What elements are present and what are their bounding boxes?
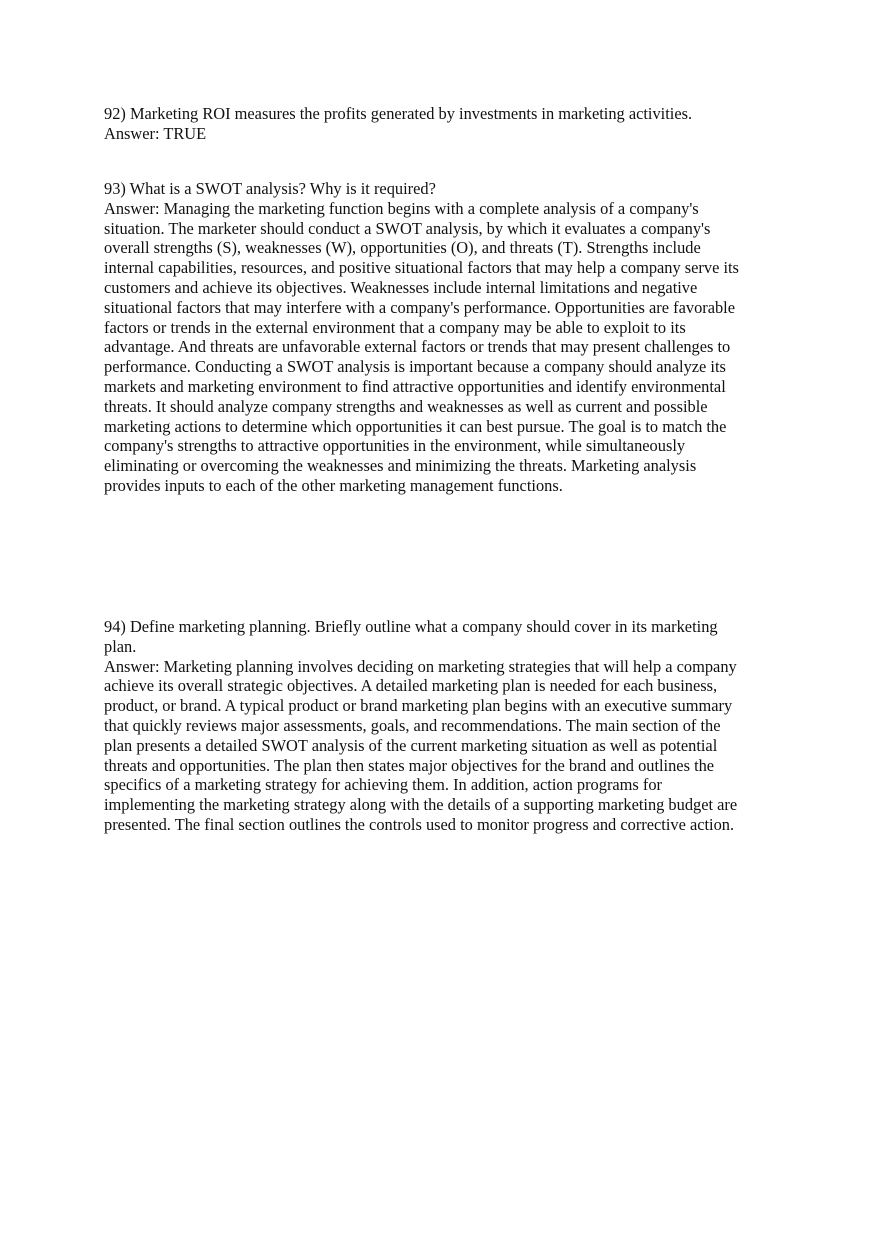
question-text: 94) Define marketing planning. Briefly outline what a company should cover in its marketing xyxy=(104,617,718,636)
answer-text-line: that quickly reviews major assessments, goals, and recommendations. The main section of the xyxy=(104,715,721,735)
answer-text-line: markets and marketing environment to find attractive opportunities and identify environmental xyxy=(104,376,726,396)
question-text: 92) Marketing ROI measures the profits generated by investments in marketing activities. xyxy=(104,104,693,123)
answer-text-line: factors or trends in the external environment that a company may be able to exploit to its xyxy=(104,317,686,337)
answer-text-line: internal capabilities, resources, and positive situational factors that may help a company serve its xyxy=(104,258,739,278)
answer-text-line: provides inputs to each of the other marketing management functions. xyxy=(104,475,563,495)
answer-text-line: threats. It should analyze company strengths and weaknesses as well as current and possible xyxy=(104,396,708,416)
answer-text-line: Answer: Marketing planning involves deciding on marketing strategies that will help a company xyxy=(104,656,737,676)
answer-text-line: performance. Conducting a SWOT analysis is important because a company should analyze its xyxy=(104,357,726,377)
answer-text-line: plan. xyxy=(104,636,137,656)
answer-text-line: overall strengths (S), weaknesses (W), opportunities (O), and threats (T). Strengths include xyxy=(104,238,701,258)
answer-text-line: achieve its overall strategic objectives. A detailed marketing plan is needed for each business, xyxy=(104,676,718,696)
answer-text-line: advantage. And threats are unfavorable external factors or trends that may present challenges to xyxy=(104,337,731,357)
answer-text-line: Answer: TRUE xyxy=(104,123,207,143)
answer-text-line: plan presents a detailed SWOT analysis of the current marketing situation as well as potential xyxy=(104,735,718,755)
answer-text-line: customers and achieve its objectives. Weaknesses include internal limitations and negative xyxy=(104,277,698,297)
answer-text-line: presented. The final section outlines the controls used to monitor progress and corrective action. xyxy=(104,814,735,834)
answer-text-line: company's strengths to attractive opportunities in the environment, while simultaneously xyxy=(104,436,686,456)
question-92 xyxy=(104,104,692,144)
answer-text-line: marketing actions to determine which opportunities it can best pursue. The goal is to match the xyxy=(104,416,727,436)
answer-text-line: implementing the marketing strategy along with the details of a supporting marketing budget are xyxy=(104,795,738,815)
answer-text-line: product, or brand. A typical product or brand marketing plan begins with an executive summary xyxy=(104,696,733,716)
question-94 xyxy=(104,617,737,835)
question-text: 93) What is a SWOT analysis? Why is it required? xyxy=(104,179,436,198)
answer-text-line: Answer: Managing the marketing function begins with a complete analysis of a company's xyxy=(104,198,699,218)
answer-text-line: threats and opportunities. The plan then states major objectives for the brand and outlines the xyxy=(104,755,715,775)
answer-text-line: situational factors that may interfere with a company's performance. Opportunities are favorable xyxy=(104,297,736,317)
answer-text-line: eliminating or overcoming the weaknesses and minimizing the threats. Marketing analysis xyxy=(104,456,697,476)
question-93 xyxy=(104,179,739,496)
answer-text-line: situation. The marketer should conduct a SWOT analysis, by which it evaluates a company's xyxy=(104,218,711,238)
answer-text-line: specifics of a marketing strategy for achieving them. In addition, action programs for xyxy=(104,775,663,795)
